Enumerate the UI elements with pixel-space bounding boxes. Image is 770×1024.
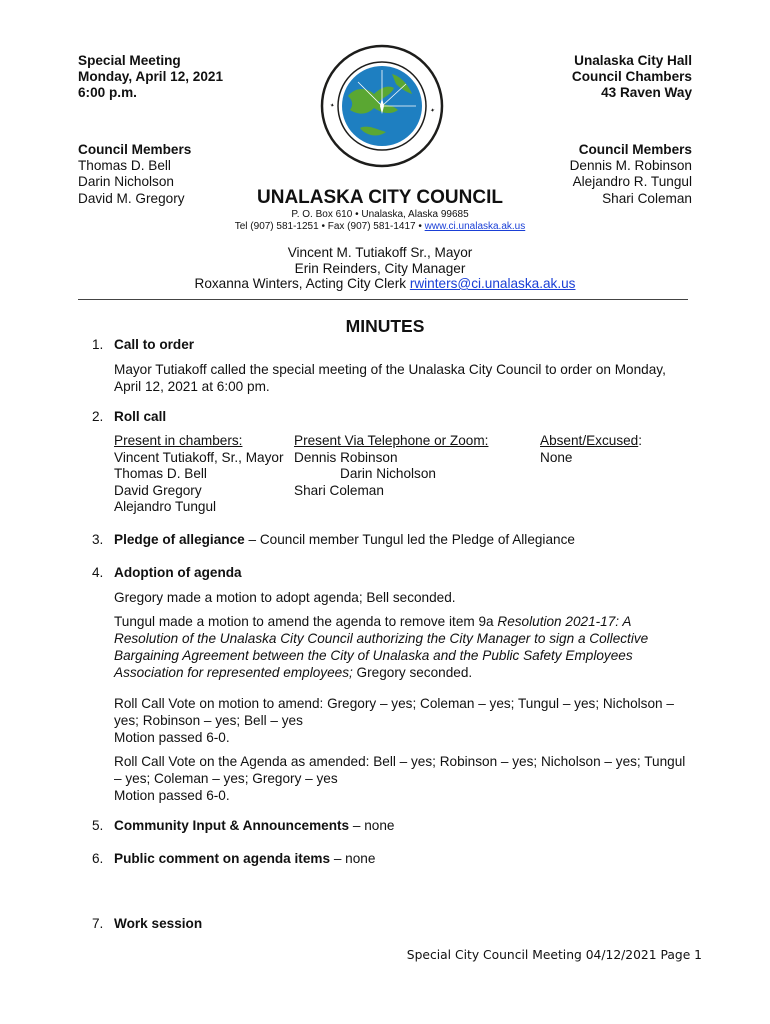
meeting-time: 6:00 p.m. xyxy=(78,85,137,101)
svg-text:✦: ✦ xyxy=(329,102,337,109)
community-input-line xyxy=(114,818,394,833)
amend-motion-text xyxy=(114,613,694,681)
item-title-public-comment: Public comment on agenda items xyxy=(114,851,331,866)
meeting-type: Special Meeting xyxy=(78,53,181,68)
amend-vote-text xyxy=(114,695,694,746)
attendee: Vincent Tutiakoff, Sr., Mayor xyxy=(114,449,284,465)
item-title-work-session: Work session xyxy=(114,916,203,931)
page-footer: Special City Council Meeting 04/12/2021 Page 1 xyxy=(406,948,702,962)
council-members-right xyxy=(570,142,692,207)
svg-text:✦: ✦ xyxy=(428,107,436,114)
text-line: Mayor Tutiakoff called the special meeting of the Unalaska City Council to order on Monday, xyxy=(114,362,666,377)
public-comment-text: – none xyxy=(330,851,376,866)
roll-call-remote xyxy=(294,433,488,499)
member-name: Thomas D. Bell xyxy=(78,158,171,174)
absent-header: Absent/Excused xyxy=(540,433,639,448)
website-link[interactable]: www.ci.unalaska.ak.us xyxy=(424,221,526,232)
member-name: Shari Coleman xyxy=(602,190,692,206)
present-header: Present in chambers: xyxy=(114,433,243,448)
attendee: Alejandro Tungul xyxy=(114,499,217,514)
item-number: 1. xyxy=(92,337,104,352)
manager-line: Erin Reinders, City Manager xyxy=(294,261,466,276)
clerk-email-link[interactable]: rwinters@ci.unalaska.ak.us xyxy=(409,276,576,291)
mayor-line: Vincent M. Tutiakoff Sr., Mayor xyxy=(287,245,473,260)
item-title-roll-call: Roll call xyxy=(114,409,167,424)
attendee: None xyxy=(540,449,573,465)
roll-call-present xyxy=(114,433,284,516)
page-title: MINUTES xyxy=(345,316,425,336)
text-line: Motion passed 6-0. xyxy=(114,730,230,745)
text-line: – yes; Coleman – yes; Gregory – yes xyxy=(114,771,338,786)
header-divider xyxy=(78,299,688,300)
remote-header: Present Via Telephone or Zoom: xyxy=(294,433,489,448)
council-members-left xyxy=(78,142,191,207)
location-room: Council Chambers xyxy=(571,69,692,85)
resolution-title: Resolution of the Unalaska City Council authorizing the City Manager to sign a Collective xyxy=(114,631,649,646)
text-line: Motion passed 6-0. xyxy=(114,788,230,803)
item-title-community-input: Community Input & Announcements xyxy=(114,818,350,833)
location-address: 43 Raven Way xyxy=(601,85,692,101)
attendee: Shari Coleman xyxy=(294,482,384,498)
item-title-adoption: Adoption of agenda xyxy=(114,565,242,580)
community-input-text: – none xyxy=(349,818,395,833)
text-line: Roll Call Vote on the Agenda as amended: Bell – yes; Robinson – yes; Nicholson – yes; Tungul xyxy=(114,754,686,769)
text-line: yes; Robinson – yes; Bell – yes xyxy=(114,713,303,728)
pledge-line xyxy=(114,532,575,547)
text-line xyxy=(114,613,694,630)
resolution-title: Bargaining Agreement between the City of Unalaska and the Public Safety Employees xyxy=(114,648,633,663)
member-name: Alejandro R. Tungul xyxy=(572,174,692,190)
item-number: 5. xyxy=(92,818,104,833)
roll-call-absent xyxy=(540,433,642,466)
call-to-order-text xyxy=(114,361,694,395)
location-name: Unalaska City Hall xyxy=(574,53,692,68)
item-title-call-to-order: Call to order xyxy=(114,337,195,352)
members-label: Council Members xyxy=(78,142,192,157)
member-name: David M. Gregory xyxy=(78,190,185,206)
officials xyxy=(180,245,580,277)
location-info xyxy=(572,53,692,102)
absent-header-colon: : xyxy=(638,433,643,448)
text-span: Tungul made a motion to amend the agenda to remove item 9a xyxy=(114,614,498,629)
resolution-title: Resolution 2021-17: A xyxy=(497,614,632,629)
attendee: Thomas D. Bell xyxy=(114,466,207,481)
org-name: UNALASKA CITY COUNCIL xyxy=(257,187,503,208)
public-comment-line xyxy=(114,851,375,866)
attendee: David Gregory xyxy=(114,482,202,498)
city-seal-logo xyxy=(320,44,444,168)
item-title-pledge: Pledge of allegiance xyxy=(114,532,245,547)
item-number: 7. xyxy=(92,916,104,931)
member-name: Darin Nicholson xyxy=(78,174,174,190)
resolution-title: Association for represented employees; xyxy=(114,665,353,680)
members-label: Council Members xyxy=(578,142,692,157)
text-line xyxy=(114,664,694,681)
meeting-date: Monday, April 12, 2021 xyxy=(78,69,224,85)
pledge-text: – Council member Tungul led the Pledge of Allegiance xyxy=(244,532,575,547)
member-name: Dennis M. Robinson xyxy=(569,158,692,174)
agenda-vote-text xyxy=(114,753,694,804)
item-number: 4. xyxy=(92,565,104,580)
absent-header-line xyxy=(540,433,642,450)
attendee: Dennis Robinson xyxy=(294,449,398,465)
adoption-motion-text: Gregory made a motion to adopt agenda; Bell seconded. xyxy=(114,590,456,605)
text-line: Roll Call Vote on motion to amend: Gregory – yes; Coleman – yes; Tungul – yes; Nicholson – xyxy=(114,696,674,711)
clerk-line xyxy=(150,276,620,291)
org-po-line: P. O. Box 610 • Unalaska, Alaska 99685 xyxy=(291,209,469,220)
item-number: 6. xyxy=(92,851,104,866)
item-number: 3. xyxy=(92,532,104,547)
text-line: April 12, 2021 at 6:00 pm. xyxy=(114,379,270,394)
attendee: Darin Nicholson xyxy=(340,466,436,481)
clerk-text: Roxanna Winters, Acting City Clerk xyxy=(194,276,410,291)
org-contact-line xyxy=(160,221,600,232)
text-span: Gregory seconded. xyxy=(352,665,473,680)
meeting-info xyxy=(78,53,223,102)
item-number: 2. xyxy=(92,409,104,424)
contact-text: Tel (907) 581-1251 • Fax (907) 581-1417 • xyxy=(234,221,425,232)
